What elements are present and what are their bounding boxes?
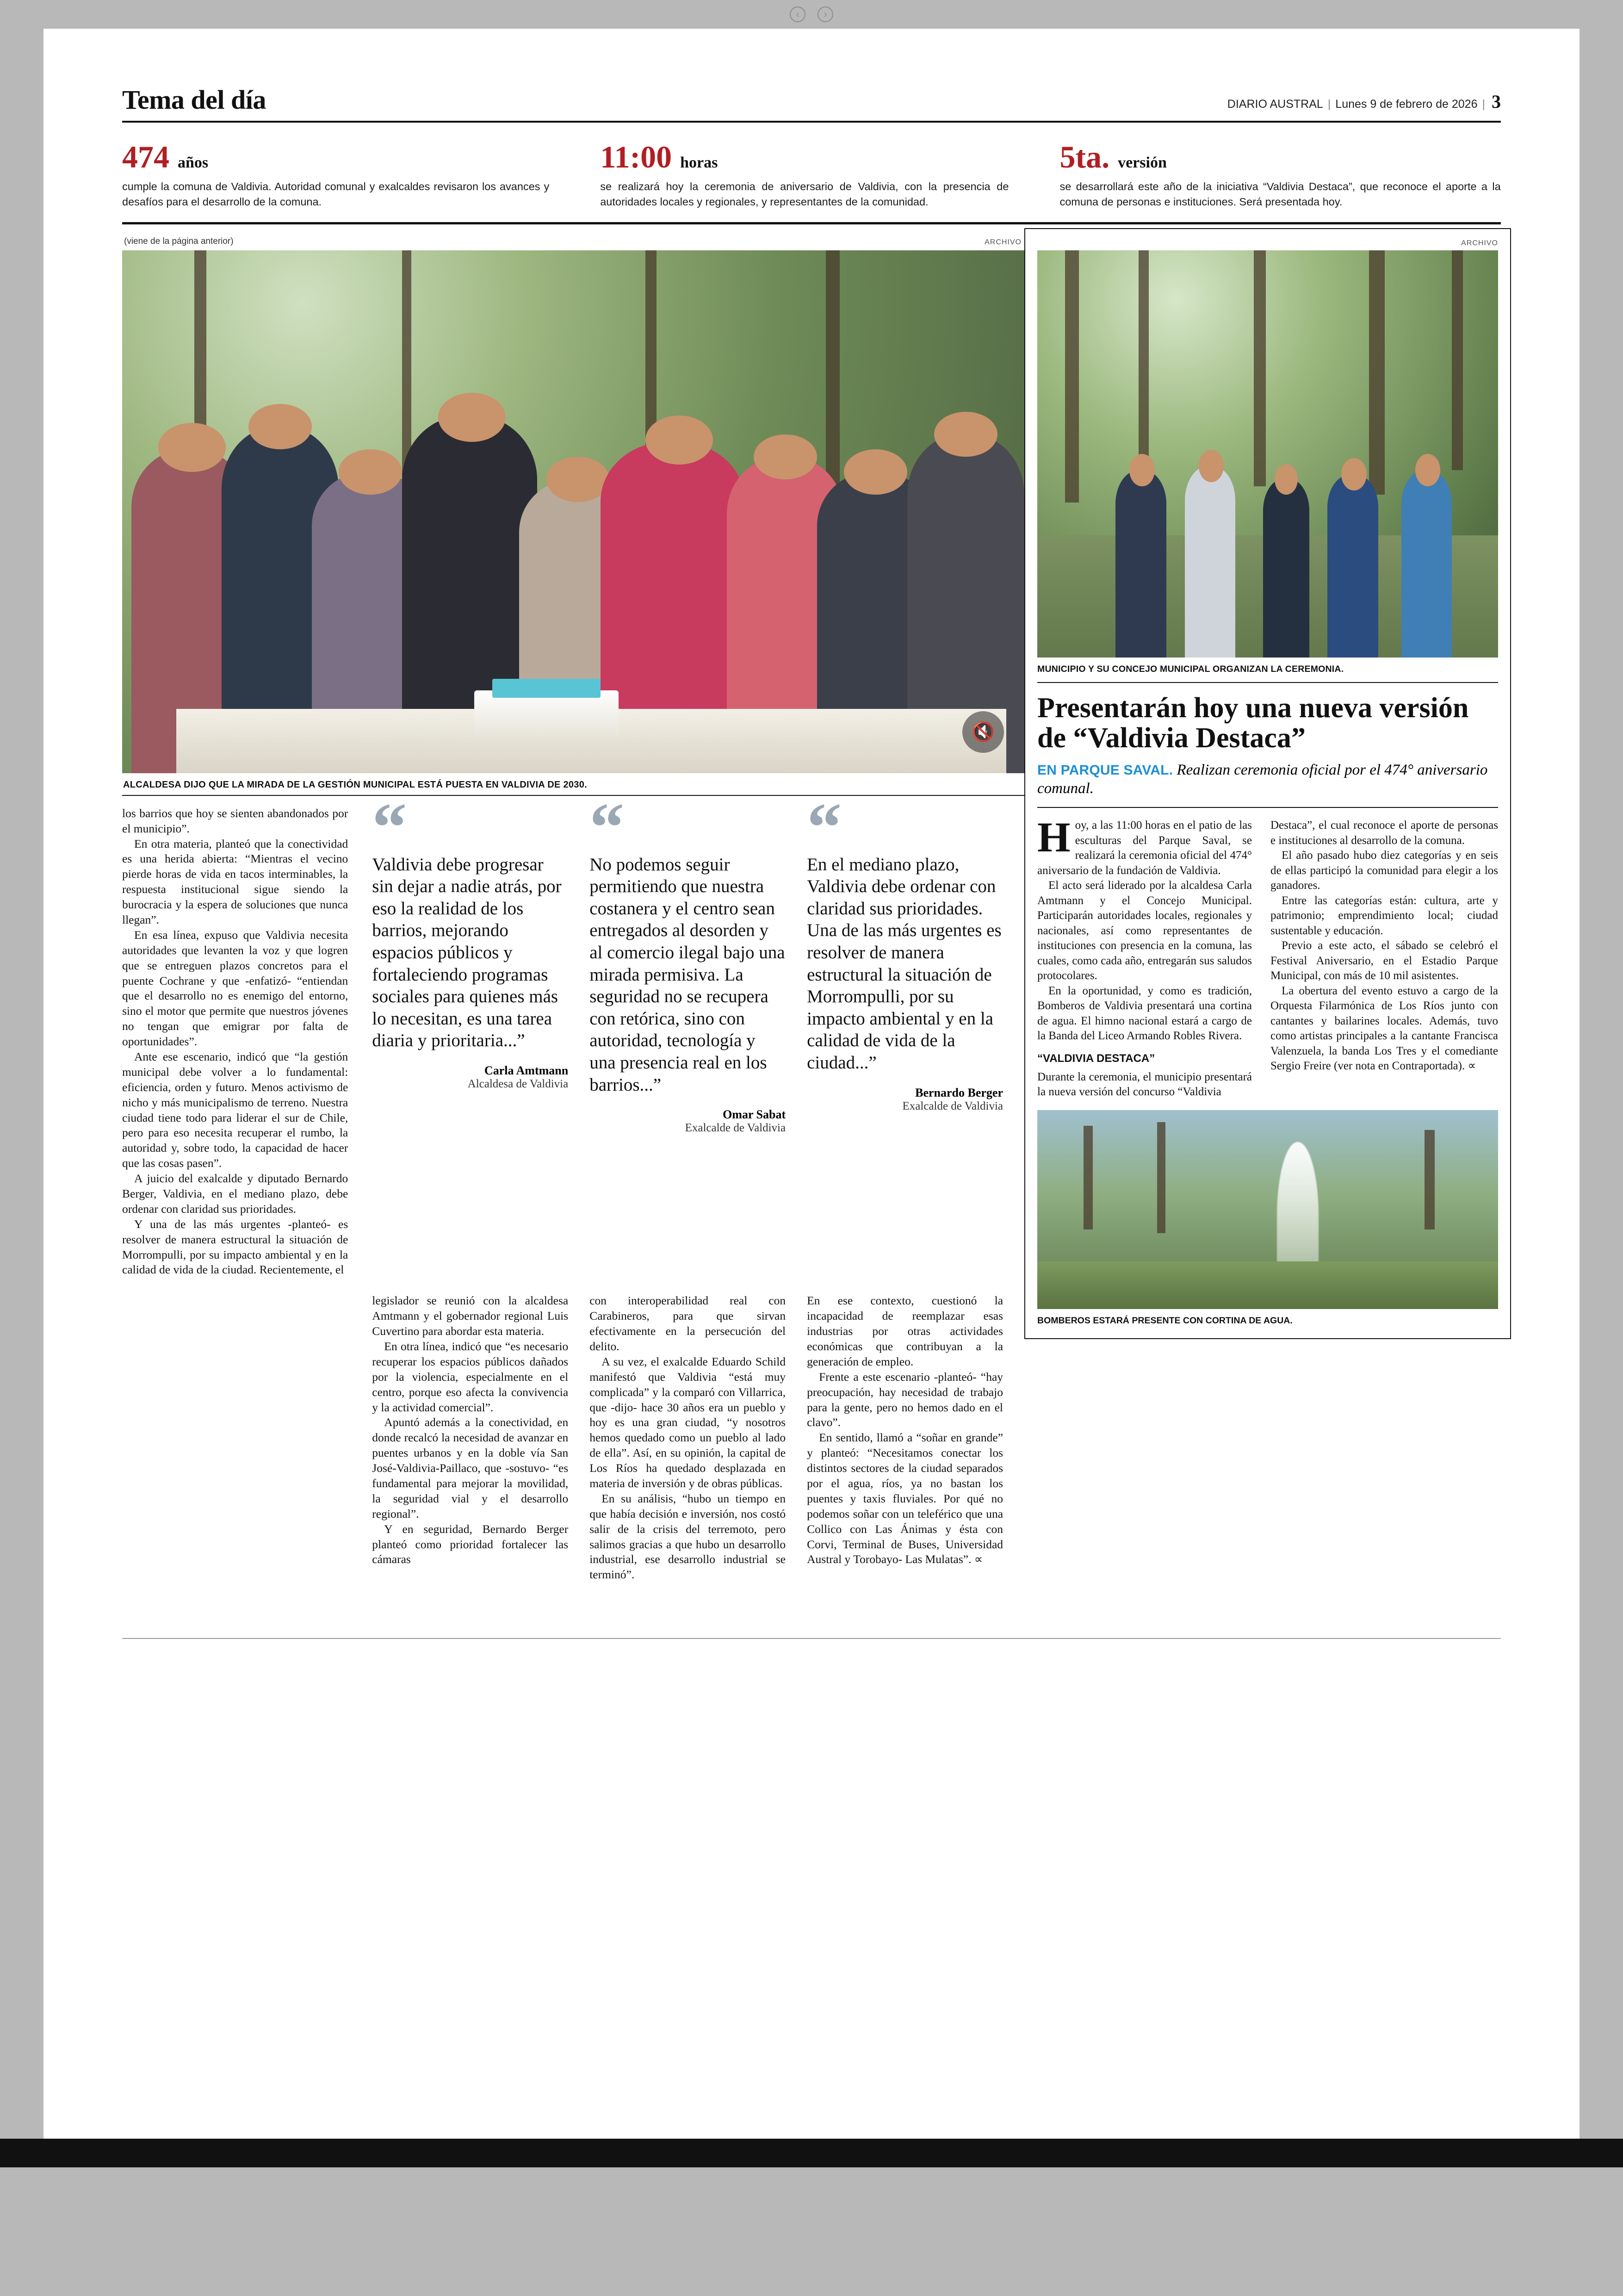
masthead-separator-2: | [1482,98,1485,111]
page-footer-space [122,1639,1501,1750]
paragraph: Frente a este escenario -planteó- “hay preocupación, hay necesidad de trabajo para la gente, pero no hemos dado en el clavo”. [807,1370,1004,1429]
quotes-row [122,788,1024,1278]
sidebar-subhead [1037,761,1498,808]
left-zone [122,232,1024,1583]
paragraph: La obertura del evento estuvo a cargo de la Orquesta Filarmónica de Los Ríos junto con cantantes y bailarines locales. Además, tuvo como artistas principales a la cantante Francisca Valenzuela, la banda Los Tres y el comediante Sergio Freire (ver nota en Contraportada). ∝ [1270,984,1498,1073]
pullquote-text: No podemos seguir permitiendo que nuestra costanera y el centro sean entregados al desorden y al comercio ilegal bajo una mirada permisiva. La seguridad no se recupera con retórica, sino con autoridad, tecnología y una presencia real en los barrios...” [589,854,785,1095]
quote-mark-icon: “ [372,788,404,866]
photo-crowd [122,397,1024,773]
right-zone [1024,232,1501,1583]
paragraph [1037,813,1252,878]
article-column-3 [589,1293,807,1582]
issue-date: Lunes 9 de febrero de 2026 [1335,98,1478,111]
sidebar-headline: Presentarán hoy una nueva versión de “Valdivia Destaca” [1037,692,1469,754]
paragraph: Apuntó además a la conectividad, en donde recalcó la necesidad de avanzar en puentes urbanos y en la doble vía San José-Valdivia-Paillaco, que -sostuvo- “es fundamental para mejorar la movilidad, la seguridad vial y el desarrollo regional”. [372,1415,569,1520]
pullquote-attribution [589,1108,786,1135]
main-photo-caption: ALCALDESA DIJO QUE LA MIRADA DE LA GESTIÓN MUNICIPAL ESTÁ PUESTA EN VALDIVIA DE 2030. [122,773,1024,796]
highlight-unit: años [178,154,209,171]
paragraph: con interoperabilidad real con Carabineros, para que sirvan efectivamente en la persecución del delito. [589,1294,786,1353]
sidebar-column-1 [1037,813,1268,1100]
pullquote-text: En el mediano plazo, Valdivia debe ordenar con claridad sus prioridades. Una de las más urgentes es resolver de manera estructural la situación de Morrompulli, por su impacto ambiental y en la calidad de vida de la ciudad...” [807,854,1002,1073]
highlight-unit: horas [680,154,718,171]
pullquote-role: Exalcalde de Valdivia [685,1122,786,1135]
sidebar-article [1024,228,1511,1339]
viewer-toolbar[interactable] [0,0,1623,29]
sidebar-photo-caption: MUNICIPIO Y SU CONCEJO MUNICIPAL ORGANIZAN LA CEREMONIA. [1037,658,1498,683]
chevron-right-icon[interactable]: › [818,6,833,22]
photo-credit: ARCHIVO [985,238,1022,246]
pullquote-1 [372,788,589,1278]
paragraph: Y en seguridad, Bernardo Berger planteó como prioridad fortalecer las cámaras [372,1522,569,1566]
page-number: 3 [1492,91,1501,112]
newspaper-page [43,29,1580,2139]
paragraph: Destaca”, el cual reconoce el aporte de personas e instituciones al desarrollo de la comuna. [1270,819,1498,847]
paragraph: A su vez, el exalcalde Eduardo Schild manifestó que Valdivia “está muy complicada” y la comparó con Villarrica, que -dijo- hace 30 años era un pueblo y hoy es una gran ciudad, “y nosotros hemos quedado como un pueblo al lado de ella”. Así, en su opinión, la capital de Los Ríos ha quedado desplazada en materia de inversión y de obras públicas. [589,1354,786,1490]
sidebar-kicker-location: EN PARQUE SAVAL. [1037,763,1173,778]
pullquote-author: Bernardo Berger [915,1086,1004,1099]
pullquote-attribution [372,1064,568,1091]
main-photo [122,250,1024,773]
highlight-number: 11:00 [600,139,672,174]
quote-mark-icon: “ [807,788,839,866]
article-body [122,224,1501,1583]
highlight-row [122,123,1501,224]
paragraph: Y una de las más urgentes -planteó- es resolver de manera estructural la situación de Morrompulli, por su impacto ambiental y en la calidad de vida de la ciudad. Recientemente, el [122,1217,348,1277]
pullquote-attribution [807,1086,1003,1113]
paragraph: Entre las categorías están: cultura, arte y patrimonio; emprendimiento local; ciudad sustentable y educación. [1270,894,1498,937]
pullquote-role: Alcaldesa de Valdivia [467,1077,569,1090]
paragraph: A juicio del exalcalde y diputado Bernardo Berger, Valdivia, en el mediano plazo, debe ordenar con claridad sus prioridades. [122,1172,348,1216]
mute-speaker-icon[interactable]: 🔇 [962,711,1004,753]
masthead-meta [1227,91,1501,115]
pullquote-3 [807,788,1024,1278]
pullquote-text: Valdivia debe progresar sin dejar a nadie atrás, por eso la realidad de los barrios, mejorando espacios públicos y fortaleciendo programas sociales para quienes más lo necesitan, es una tarea diaria y prioritaria...” [372,854,562,1051]
highlight-text: se desarrollará este año de la iniciativa “Valdivia Destaca”, que reconoce el aporte a la comuna de personas e instituciones. Será presentada hoy. [1059,180,1501,208]
paragraph: En ese contexto, cuestionó la incapacidad de reemplazar esas industrias por otras actividades económicas que contribuyan a la generación de empleo. [807,1294,1004,1368]
sidebar-column-2 [1268,818,1498,1100]
quote-mark-icon: “ [589,788,622,866]
paragraph: En la oportunidad, y como es tradición, Bomberos de Valdivia presentará una cortina de agua. El himno nacional estará a cargo de la Banda del Liceo Armando Robles Rivera. [1037,984,1252,1043]
highlight-item [122,141,582,210]
paragraph: Durante la ceremonia, el municipio presentará la nueva versión del concurso “Valdivia [1037,1070,1252,1098]
paragraph: los barrios que hoy se sienten abandonados por el municipio”. [122,806,348,835]
paragraph: En otra materia, planteó que la conectividad es una herida abierta: “Mientras el vecino pierde horas de vida en tacos interminables, la respuesta institucional sigue siendo la burocracia y la espera de soluciones que nunca llegan”. [122,837,348,926]
sidebar-columns [1037,813,1498,1100]
chevron-left-icon[interactable]: ‹ [790,6,805,22]
pullquote-author: Carla Amtmann [484,1063,569,1077]
highlight-text: cumple la comuna de Valdivia. Autoridad comunal y exalcaldes revisaron los avances y desafíos para el desarrollo de la comuna. [122,180,550,208]
article-column-spacer [122,1293,372,1582]
highlight-item [1041,141,1500,210]
paragraph: Ante ese escenario, indicó que “la gestión municipal debe volver a lo fundamental: eficiencia, orden y futuro. Menos activismo de nicho y más municipalismo de terreno. Nuestra ciudad tiene todo para liderar el sur de Chile, pero para eso necesita recuperar el rumbo, la autoridad y, sobre todo, la capacidad de hacer que las cosas pasen”. [122,1049,348,1170]
article-column-1 [122,806,372,1278]
sidebar-sub-kicker: “VALDIVIA DESTACA” [1037,1052,1155,1065]
dropcap: H [1037,813,1071,861]
paragraph: En esa línea, expuso que Valdivia necesita autoridades que levanten la voz y que logren que se entreguen plazos concretos para el puente Cochrane y que -enfatizó- “entiendan que el desarrollo no es enemigo del entorno, sino el motor que permite que nuestros jóvenes no tengan que emigrar por falta de oportunidades”. [122,928,348,1049]
sidebar-photo-2 [1037,1110,1498,1309]
sidebar-photo-credit: ARCHIVO [1461,239,1498,247]
highlight-number: 474 [122,139,169,174]
paragraph: En otra línea, indicó que “es necesario recuperar los espacios públicos dañados por la violencia, especialmente en el centro, porque eso afecta la convivencia y la actividad comercial”. [372,1340,569,1414]
article-column-4 [807,1293,1024,1582]
masthead-separator-1: | [1327,98,1331,111]
highlight-unit: versión [1118,154,1167,171]
paragraph: En sentido, llamó a “soñar en grande” y planteó: “Necesitamos conectar los distintos sectores de la ciudad separados por el agua, ríos, ya no bastan los puentes y taxis fluviales. Por qué no podemos soñar con un teleférico que una Collico con Las Ánimas y ésta con Corvi, Terminal de Buses, Universidad Austral y Torobayo- Las Mulatas”. ∝ [807,1431,1004,1566]
pullquote-role: Exalcalde de Valdivia [902,1099,1004,1112]
paragraph: legislador se reunió con la alcaldesa Amtmann y el gobernador regional Luis Cuvertino para abordar esta materia. [372,1294,569,1338]
paragraph: El acto será liderado por la alcaldesa Carla Amtmann y el Concejo Municipal. Participarán autoridades locales, regionales y nacionales, así como representantes de instituciones con presencia en la comuna, las cuales, como cada año, entregarán sus saludos protocolares. [1037,879,1252,982]
paragraph: En su análisis, “hubo un tiempo en que había decisión e inversión, nos costó salir de la crisis del terremoto, pero salimos gracias a que hubo un desarrollo industrial, ese desarrollo industrial se terminó”. [589,1491,786,1582]
article-column-2 [372,1293,589,1582]
section-title: Tema del día [122,85,266,115]
viewer-bottom-bar [0,2139,1623,2167]
masthead [122,29,1501,123]
lower-columns [122,1293,1024,1582]
sidebar-photo-2-caption: BOMBEROS ESTARÁ PRESENTE CON CORTINA DE AGUA. [1037,1315,1293,1326]
paragraph: Previo a este acto, el sábado se celebró el Festival Aniversario, en el Estadio Parque Municipal, con más de 10 mil asistentes. [1270,939,1498,982]
paper-name: DIARIO AUSTRAL [1227,98,1323,111]
continuation-note: (viene de la página anterior) [124,236,234,246]
paragraph: El año pasado hubo diez categorías y en seis de ellas participó la comunidad para elegir a los ganadores. [1270,849,1498,892]
highlight-text: se realizará hoy la ceremonia de aniversario de Valdivia, con la presencia de autoridades locales y regionales, y representantes de la comunidad. [600,180,1009,208]
pullquote-2 [589,788,807,1278]
pullquote-author: Omar Sabat [723,1108,786,1122]
photo-cake-topper [492,679,601,698]
sidebar-photo [1037,250,1498,658]
highlight-number: 5ta. [1059,139,1110,174]
highlight-item [582,141,1041,210]
paragraph-text: oy, a las 11:00 horas en el patio de las esculturas del Parque Saval, se realizará la ceremonia oficial del 474° aniversario de la fundación de Valdivia. [1037,819,1252,877]
sidebar-subhead-text: Realizan ceremonia oficial por el 474° aniversario comunal. [1037,762,1488,797]
